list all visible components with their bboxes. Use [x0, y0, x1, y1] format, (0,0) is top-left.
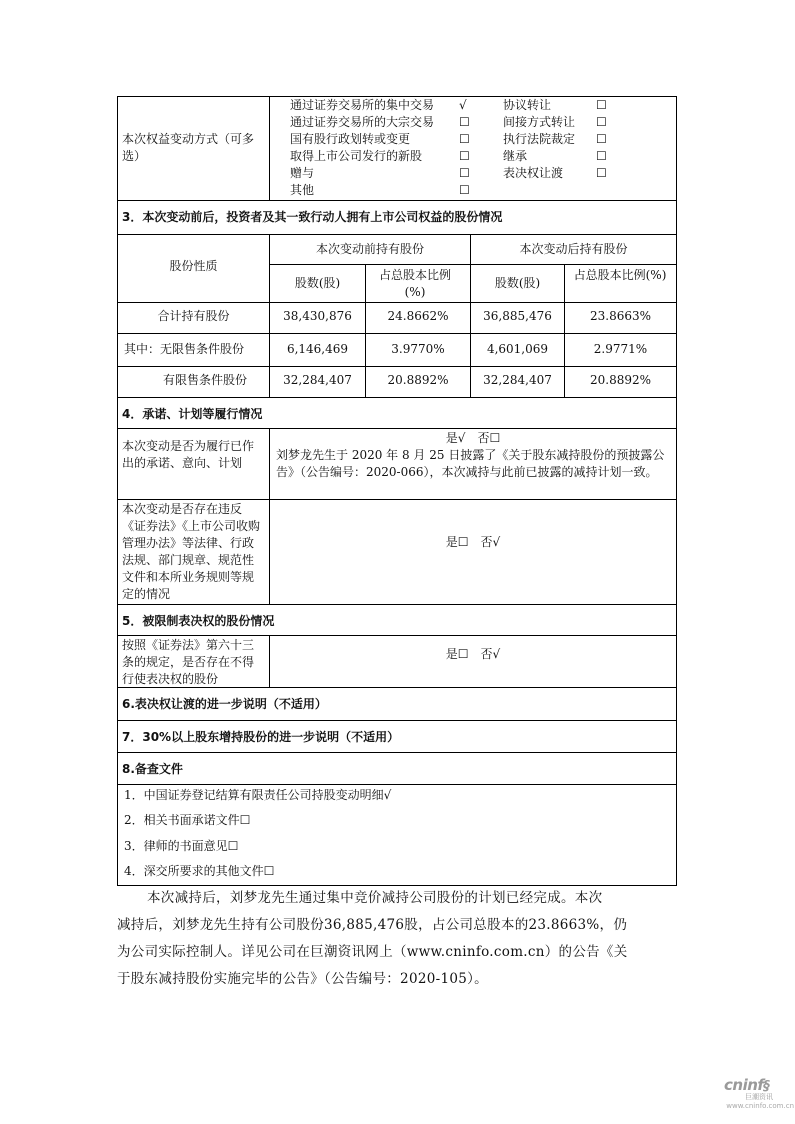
method-option: 执行法院裁定: [503, 132, 576, 146]
table-cell: 20.8892%: [387, 373, 449, 387]
reference-doc-item: 3．律师的书面意见☐: [124, 839, 239, 853]
table-cell: 6,146,469: [286, 342, 349, 356]
method-option: 协议转让: [503, 98, 552, 112]
method-left-list: [290, 97, 470, 199]
method-option: 通过证券交易所的集中交易: [290, 98, 435, 112]
reference-doc-item: 2．相关书面承诺文件☐: [124, 813, 251, 827]
closing-line: 于股东减持股份实施完毕的公告》（公告编号：2020-105）。: [117, 971, 488, 987]
checkbox-icon: ☐: [596, 132, 607, 146]
table-row-label: 其中：无限售条件股份: [124, 342, 245, 356]
cninfo-url: www.cninfo.com.cn: [726, 1102, 794, 1110]
closing-line: 本次减持后，刘梦龙先生通过集中竞价减持公司股份的计划已经完成。本次: [147, 890, 603, 906]
commitment-question: 本次变动是否为履行已作出的承诺、意向、计划: [122, 439, 255, 470]
restricted-voting-question: 按照《证券法》第六十三条的规定，是否存在不得行使表决权的股份: [122, 638, 255, 686]
table-cell: 20.8892%: [589, 373, 652, 387]
closing-line: 减持后，刘梦龙先生持有公司股份36,885,476股，占公司总股本的23.8663%，仍: [117, 917, 628, 933]
table-row-label: 合计持有股份: [157, 309, 230, 323]
section-5-title: 5．被限制表决权的股份情况: [122, 614, 275, 628]
table-cell: 32,284,407: [283, 373, 352, 387]
cninfo-cn-name: 巨潮资讯: [745, 1093, 773, 1101]
commitment-detail: 刘梦龙先生于 2020 年 8 月 25 日披露了《关于股东减持股份的预披露公告》（公告编号：2020-066），本次减持与此前已披露的减持计划一致。: [276, 448, 665, 479]
check-mark-icon: √: [459, 98, 467, 112]
table-cell: 4,601,069: [486, 342, 549, 356]
after-shares-header: 股数(股): [494, 276, 541, 290]
change-method-label: 本次权益变动方式（可多选）: [122, 132, 255, 163]
before-ratio-header: 占总股本比例(%): [378, 268, 451, 299]
table-cell: 3.9770%: [391, 342, 445, 356]
method-option: 其他: [290, 183, 315, 197]
reference-doc-item: 1．中国证券登记结算有限责任公司持股变动明细√: [124, 788, 392, 802]
table-cell: 23.8663%: [589, 309, 652, 323]
checkbox-icon: ☐: [459, 132, 470, 146]
cninfo-brand: cninf: [724, 1076, 764, 1094]
checkbox-icon: ☐: [459, 149, 470, 163]
checkbox-icon: ☐: [596, 149, 607, 163]
method-right-marks: [596, 97, 616, 182]
share-nature-header: 股份性质: [169, 259, 218, 273]
section-4-title: 4．承诺、计划等履行情况: [122, 407, 263, 421]
method-option: 继承: [503, 149, 528, 163]
before-header: 本次变动前持有股份: [315, 242, 424, 256]
checkbox-icon: ☐: [596, 115, 607, 129]
closing-paragraph: [117, 885, 697, 993]
method-right-list: [503, 97, 593, 182]
table-row-label: 有限售条件股份: [163, 373, 248, 387]
method-option: 通过证券交易所的大宗交易: [290, 115, 435, 129]
after-ratio-header: 占总股本比例(%): [573, 268, 667, 282]
table-cell: 2.9771%: [593, 342, 648, 356]
after-header: 本次变动后持有股份: [519, 242, 628, 256]
closing-line: 为公司实际控制人。详见公司在巨潮资讯网上（www.cninfo.com.cn）的公告《关: [117, 944, 628, 960]
checkbox-icon: ☐: [459, 183, 470, 197]
method-option: 国有股行政划转或变更: [290, 132, 411, 146]
table-cell: 24.8662%: [387, 309, 449, 323]
section-8-title: 8.备查文件: [122, 762, 183, 776]
method-left-marks: [459, 97, 479, 199]
section-7-title: 7．30%以上股东增持股份的进一步说明（不适用）: [122, 730, 400, 744]
checkbox-icon: ☐: [596, 166, 607, 180]
table-cell: 32,284,407: [483, 373, 552, 387]
cninfo-logo: [724, 1076, 794, 1110]
cninfo-swirl-icon: §: [763, 1079, 770, 1094]
commitment-yes-no: 是√ 否☐: [445, 431, 501, 445]
method-option: 赠与: [290, 166, 315, 180]
checkbox-icon: ☐: [459, 166, 470, 180]
section-3-title: 3．本次变动前后，投资者及其一致行动人拥有上市公司权益的股份情况: [122, 210, 503, 224]
method-option: 取得上市公司发行的新股: [290, 149, 423, 163]
section-6-title: 6.表决权让渡的进一步说明（不适用）: [122, 697, 327, 711]
before-shares-header: 股数(股): [294, 276, 341, 290]
violation-yes-no: 是☐ 否√: [445, 535, 501, 549]
checkbox-icon: ☐: [596, 98, 607, 112]
method-option: 间接方式转让: [503, 115, 576, 129]
table-cell: 38,430,876: [283, 309, 352, 323]
method-option: 表决权让渡: [503, 166, 564, 180]
violation-question: 本次变动是否存在违反《证券法》《上市公司收购管理办法》等法律、行政法规、部门规章、规范性文件和本所业务规则等规定的情况: [122, 502, 261, 601]
restricted-voting-yes-no: 是☐ 否√: [445, 647, 501, 661]
table-cell: 36,885,476: [483, 309, 552, 323]
reference-doc-item: 4．深交所要求的其他文件☐: [124, 864, 275, 878]
checkbox-icon: ☐: [459, 115, 470, 129]
